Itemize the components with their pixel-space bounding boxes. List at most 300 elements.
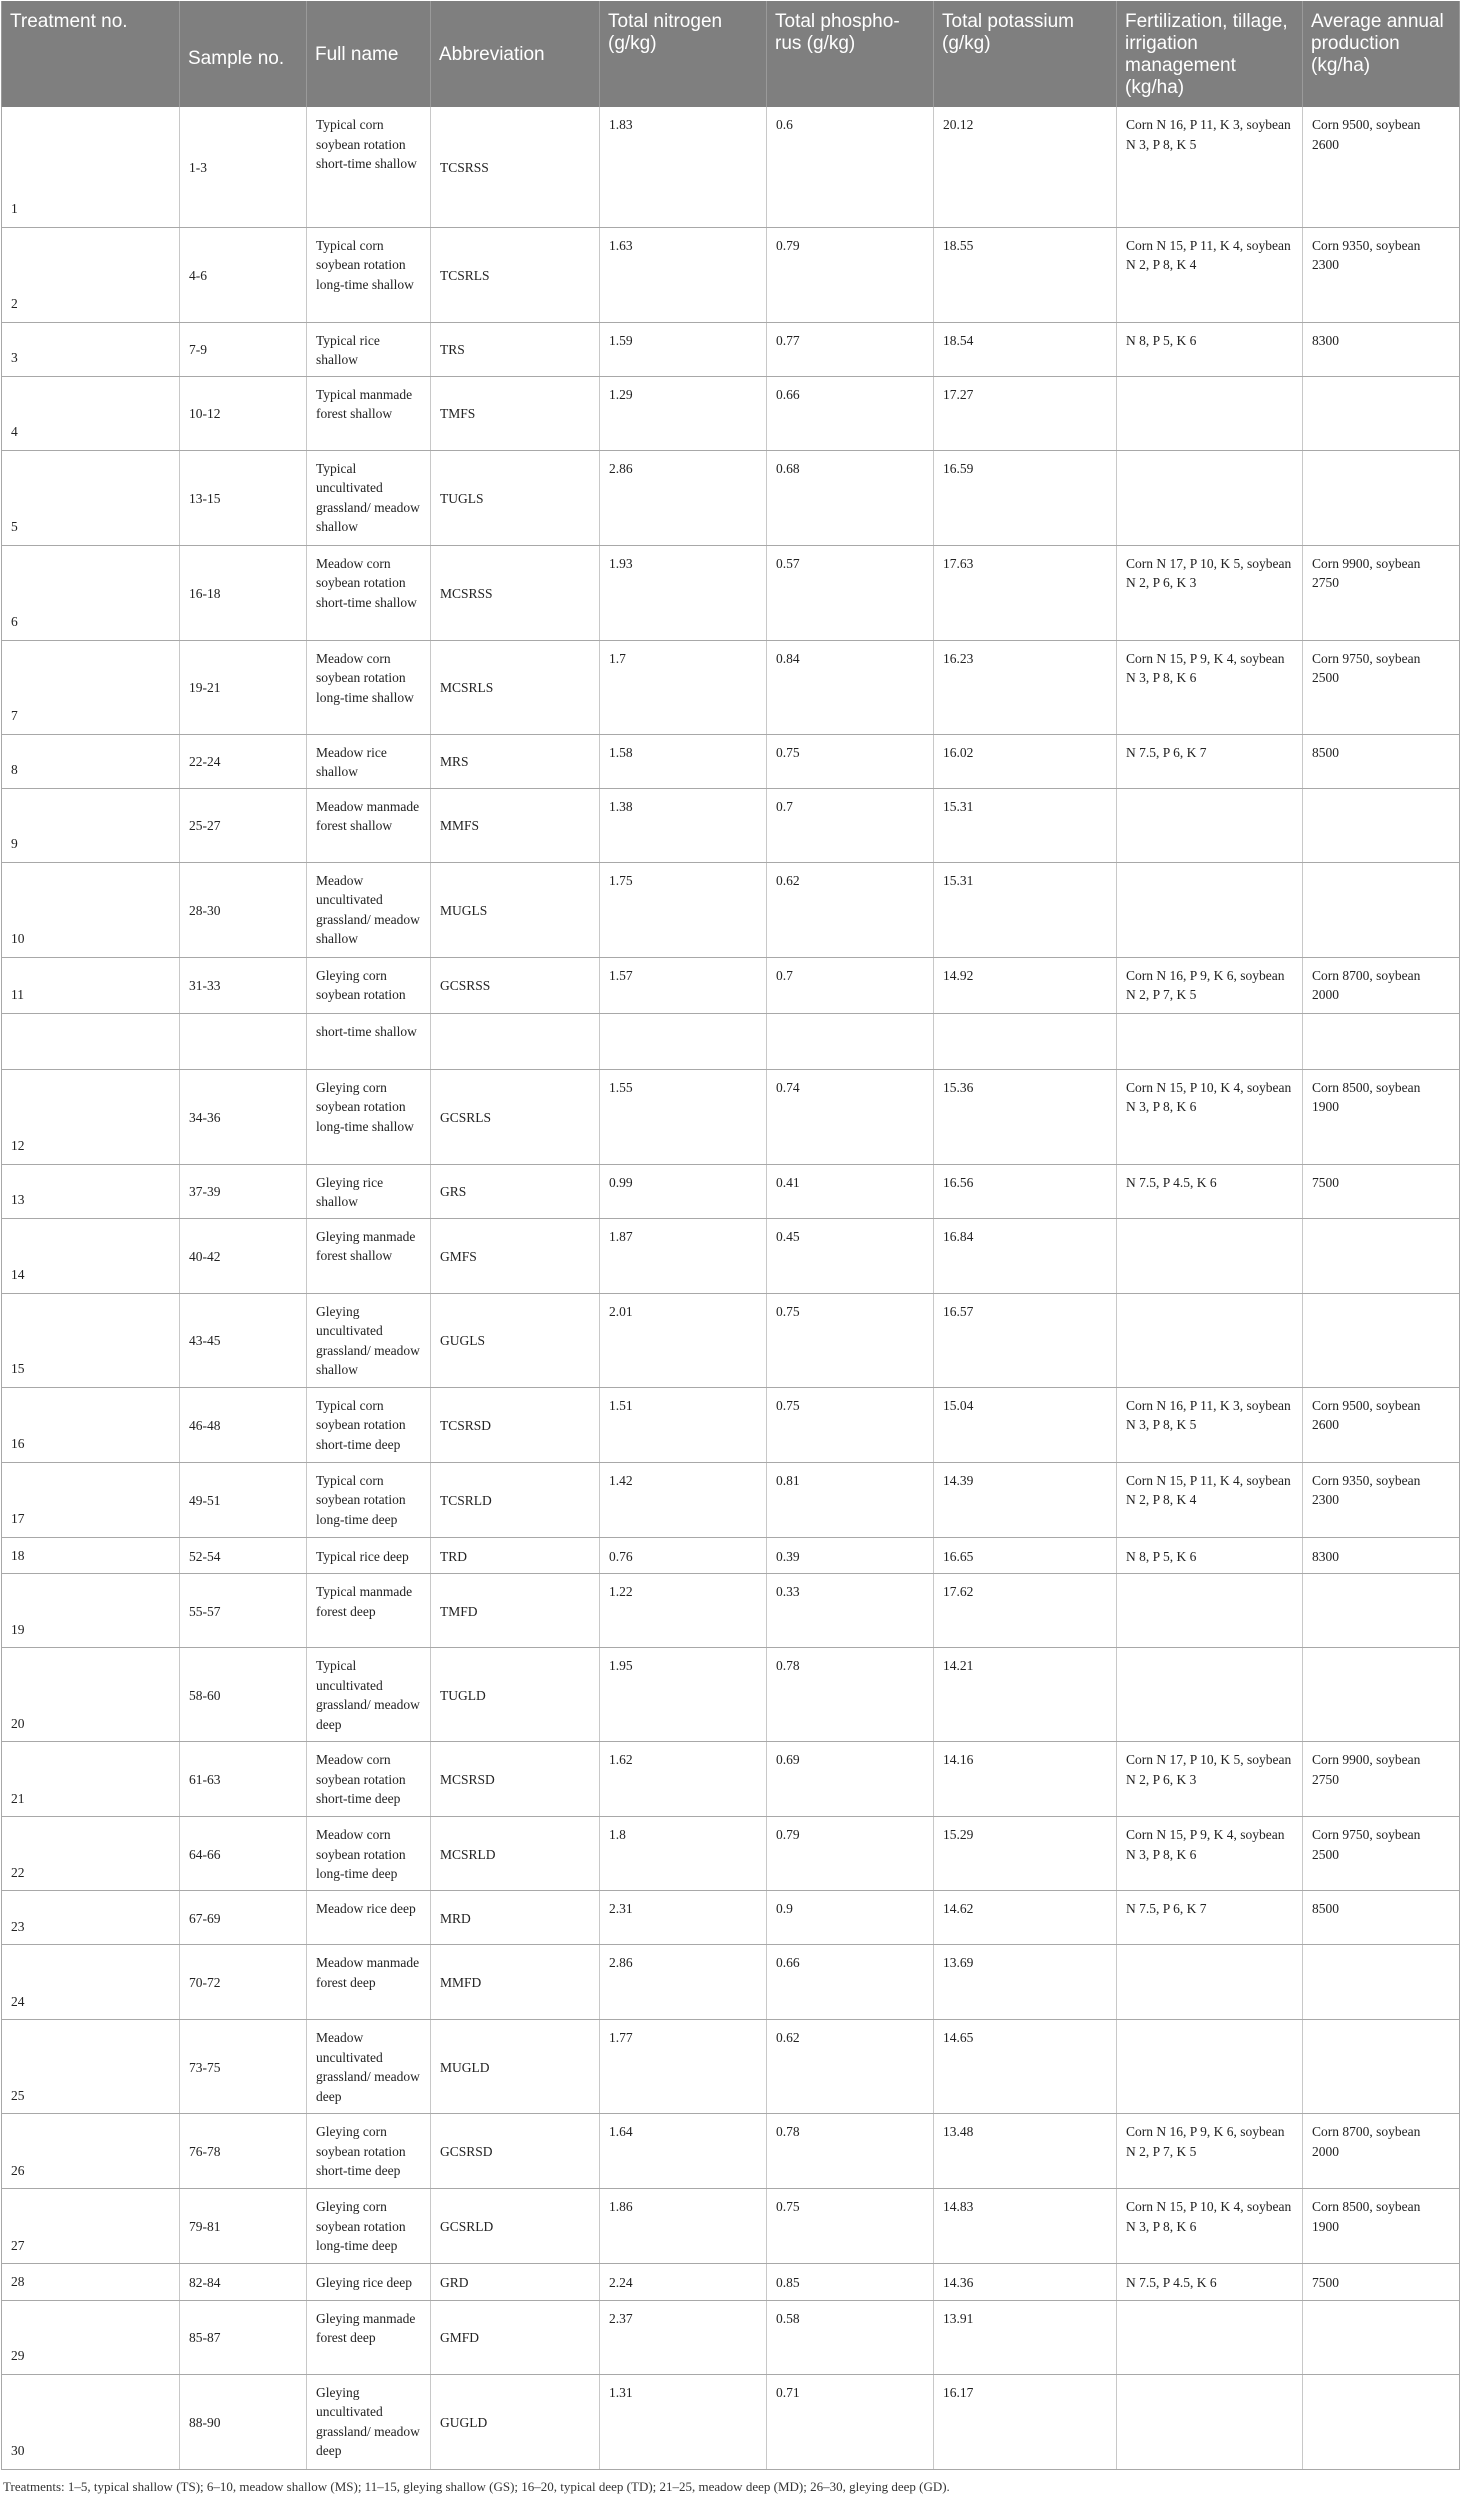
cell-treatment-no: 7 [2, 640, 180, 734]
cell-sample-no: 19-21 [180, 640, 307, 734]
table-row [2, 322, 1460, 376]
cell-sample-no: 88-90 [180, 2374, 307, 2469]
cell-abbreviation: MUGLD [431, 2020, 600, 2114]
cell-total-nitrogen: 1.29 [600, 376, 767, 450]
cell-production [1303, 1574, 1460, 1648]
cell-abbreviation: GMFD [431, 2300, 600, 2374]
cell-full-name: Gleying manmade forest shallow [307, 1218, 431, 1293]
cell-full-name: Typical corn soybean rotation long-time deep [307, 1462, 431, 1537]
cell-abbreviation: MUGLS [431, 862, 600, 957]
cell-abbreviation: TCSRLS [431, 227, 600, 322]
cell-total-phosphorus [767, 1013, 934, 1069]
cell-treatment-no: 2 [2, 227, 180, 322]
cell-treatment-no: 29 [2, 2300, 180, 2374]
cell-full-name: Typical corn soybean rotation long-time shallow [307, 227, 431, 322]
cell-total-potassium: 16.59 [934, 450, 1117, 545]
cell-total-phosphorus: 0.6 [767, 107, 934, 227]
cell-total-nitrogen: 2.86 [600, 1945, 767, 2020]
cell-sample-no: 34-36 [180, 1069, 307, 1164]
table-row [2, 1742, 1460, 1817]
table-row [2, 2264, 1460, 2301]
cell-total-nitrogen: 1.7 [600, 640, 767, 734]
cell-total-potassium: 14.65 [934, 2020, 1117, 2114]
table-row [2, 1648, 1460, 1742]
cell-fertilization: N 7.5, P 4.5, K 6 [1117, 1164, 1303, 1218]
cell-treatment-no: 24 [2, 1945, 180, 2020]
cell-full-name: Meadow corn soybean rotation long-time shallow [307, 640, 431, 734]
cell-production: Corn 9900, soybean 2750 [1303, 1742, 1460, 1817]
cell-fertilization [1117, 1013, 1303, 1069]
cell-production [1303, 1648, 1460, 1742]
cell-sample-no: 73-75 [180, 2020, 307, 2114]
cell-sample-no: 85-87 [180, 2300, 307, 2374]
header-total-nitrogen: Total nitrogen (g/kg) [600, 1, 767, 107]
cell-treatment-no: 25 [2, 2020, 180, 2114]
cell-fertilization: Corn N 15, P 9, K 4, soybean N 3, P 8, K 6 [1117, 1817, 1303, 1891]
cell-treatment-no: 10 [2, 862, 180, 957]
cell-total-potassium: 14.62 [934, 1891, 1117, 1945]
cell-total-potassium: 20.12 [934, 107, 1117, 227]
cell-total-nitrogen: 1.64 [600, 2114, 767, 2189]
cell-fertilization: Corn N 16, P 9, K 6, soybean N 2, P 7, K 5 [1117, 957, 1303, 1013]
cell-total-phosphorus: 0.75 [767, 2189, 934, 2264]
cell-total-phosphorus: 0.85 [767, 2264, 934, 2301]
table-row [2, 1462, 1460, 1537]
cell-full-name: Gleying corn soybean rotation short-time deep [307, 2114, 431, 2189]
cell-total-nitrogen: 1.22 [600, 1574, 767, 1648]
cell-total-phosphorus: 0.78 [767, 1648, 934, 1742]
table-row [2, 1293, 1460, 1387]
cell-total-potassium: 14.16 [934, 1742, 1117, 1817]
cell-treatment-no: 9 [2, 788, 180, 862]
cell-total-potassium: 15.04 [934, 1387, 1117, 1462]
cell-total-potassium [934, 1013, 1117, 1069]
cell-abbreviation: TCSRSS [431, 107, 600, 227]
cell-fertilization [1117, 1574, 1303, 1648]
cell-treatment-no: 18 [2, 1537, 180, 1574]
cell-full-name: short-time shallow [307, 1013, 431, 1069]
cell-abbreviation: MCSRSD [431, 1742, 600, 1817]
cell-full-name: Typical uncultivated grassland/ meadow deep [307, 1648, 431, 1742]
table-row [2, 862, 1460, 957]
cell-fertilization [1117, 1945, 1303, 2020]
cell-total-nitrogen: 1.95 [600, 1648, 767, 1742]
cell-total-phosphorus: 0.66 [767, 1945, 934, 2020]
cell-total-potassium: 16.17 [934, 2374, 1117, 2469]
cell-total-potassium: 16.84 [934, 1218, 1117, 1293]
cell-total-phosphorus: 0.57 [767, 545, 934, 640]
cell-treatment-no: 19 [2, 1574, 180, 1648]
cell-total-potassium: 17.27 [934, 376, 1117, 450]
cell-total-potassium: 14.21 [934, 1648, 1117, 1742]
cell-total-nitrogen: 1.8 [600, 1817, 767, 1891]
cell-full-name: Gleying uncultivated grassland/ meadow deep [307, 2374, 431, 2469]
cell-fertilization: Corn N 15, P 9, K 4, soybean N 3, P 8, K 6 [1117, 640, 1303, 734]
cell-abbreviation: MCSRLS [431, 640, 600, 734]
cell-treatment-no: 13 [2, 1164, 180, 1218]
cell-full-name: Typical uncultivated grassland/ meadow shallow [307, 450, 431, 545]
cell-total-nitrogen: 2.01 [600, 1293, 767, 1387]
cell-treatment-no: 22 [2, 1817, 180, 1891]
cell-full-name: Meadow uncultivated grassland/ meadow shallow [307, 862, 431, 957]
cell-abbreviation: TRD [431, 1537, 600, 1574]
cell-sample-no: 52-54 [180, 1537, 307, 1574]
cell-treatment-no: 16 [2, 1387, 180, 1462]
cell-total-nitrogen: 1.58 [600, 734, 767, 788]
cell-production [1303, 1218, 1460, 1293]
cell-total-phosphorus: 0.79 [767, 227, 934, 322]
cell-production [1303, 862, 1460, 957]
cell-total-nitrogen: 1.63 [600, 227, 767, 322]
cell-production: 7500 [1303, 1164, 1460, 1218]
cell-total-nitrogen: 1.86 [600, 2189, 767, 2264]
cell-abbreviation: TUGLS [431, 450, 600, 545]
cell-abbreviation: GUGLS [431, 1293, 600, 1387]
cell-abbreviation: GCSRLS [431, 1069, 600, 1164]
cell-full-name: Meadow rice shallow [307, 734, 431, 788]
cell-full-name: Typical rice deep [307, 1537, 431, 1574]
cell-treatment-no: 30 [2, 2374, 180, 2469]
cell-abbreviation: GRD [431, 2264, 600, 2301]
table-row [2, 734, 1460, 788]
cell-full-name: Gleying uncultivated grassland/ meadow shallow [307, 1293, 431, 1387]
cell-fertilization: N 7.5, P 6, K 7 [1117, 1891, 1303, 1945]
cell-sample-no: 64-66 [180, 1817, 307, 1891]
cell-production [1303, 2374, 1460, 2469]
cell-total-nitrogen: 1.31 [600, 2374, 767, 2469]
cell-total-potassium: 17.63 [934, 545, 1117, 640]
cell-total-phosphorus: 0.33 [767, 1574, 934, 1648]
cell-total-phosphorus: 0.75 [767, 1293, 934, 1387]
cell-total-nitrogen: 1.83 [600, 107, 767, 227]
cell-fertilization [1117, 1648, 1303, 1742]
cell-treatment-no: 14 [2, 1218, 180, 1293]
cell-full-name: Gleying rice deep [307, 2264, 431, 2301]
cell-full-name: Typical manmade forest shallow [307, 376, 431, 450]
cell-abbreviation: MCSRLD [431, 1817, 600, 1891]
cell-production: 8500 [1303, 1891, 1460, 1945]
cell-total-nitrogen: 1.87 [600, 1218, 767, 1293]
cell-production: Corn 8500, soybean 1900 [1303, 2189, 1460, 2264]
cell-full-name: Gleying corn soybean rotation [307, 957, 431, 1013]
cell-total-potassium: 13.69 [934, 1945, 1117, 2020]
table-row [2, 2020, 1460, 2114]
cell-total-nitrogen: 1.77 [600, 2020, 767, 2114]
cell-total-potassium: 18.54 [934, 322, 1117, 376]
cell-sample-no: 49-51 [180, 1462, 307, 1537]
cell-treatment-no: 20 [2, 1648, 180, 1742]
cell-total-nitrogen [600, 1013, 767, 1069]
cell-total-potassium: 15.31 [934, 862, 1117, 957]
cell-production: 8500 [1303, 734, 1460, 788]
cell-fertilization: N 8, P 5, K 6 [1117, 322, 1303, 376]
cell-sample-no: 31-33 [180, 957, 307, 1013]
cell-total-nitrogen: 2.31 [600, 1891, 767, 1945]
cell-fertilization [1117, 1293, 1303, 1387]
cell-total-phosphorus: 0.78 [767, 2114, 934, 2189]
cell-full-name: Gleying manmade forest deep [307, 2300, 431, 2374]
cell-total-phosphorus: 0.79 [767, 1817, 934, 1891]
cell-abbreviation: MMFD [431, 1945, 600, 2020]
cell-production: Corn 9350, soybean 2300 [1303, 1462, 1460, 1537]
cell-total-phosphorus: 0.41 [767, 1164, 934, 1218]
cell-fertilization: Corn N 16, P 11, K 3, soybean N 3, P 8, K 5 [1117, 107, 1303, 227]
cell-total-nitrogen: 0.76 [600, 1537, 767, 1574]
cell-full-name: Gleying corn soybean rotation long-time deep [307, 2189, 431, 2264]
cell-treatment-no: 12 [2, 1069, 180, 1164]
cell-total-phosphorus: 0.69 [767, 1742, 934, 1817]
header-production: Average annual production (kg/ha) [1303, 1, 1460, 107]
cell-treatment-no: 3 [2, 322, 180, 376]
cell-fertilization [1117, 376, 1303, 450]
cell-treatment-no: 26 [2, 2114, 180, 2189]
cell-total-phosphorus: 0.81 [767, 1462, 934, 1537]
cell-total-phosphorus: 0.7 [767, 957, 934, 1013]
cell-total-potassium: 15.36 [934, 1069, 1117, 1164]
table-row [2, 1387, 1460, 1462]
cell-sample-no: 58-60 [180, 1648, 307, 1742]
cell-full-name: Gleying rice shallow [307, 1164, 431, 1218]
header-total-potassium: Total potassium (g/kg) [934, 1, 1117, 107]
cell-total-nitrogen: 0.99 [600, 1164, 767, 1218]
cell-abbreviation: GRS [431, 1164, 600, 1218]
cell-treatment-no [2, 1013, 180, 1069]
cell-sample-no: 67-69 [180, 1891, 307, 1945]
cell-sample-no: 82-84 [180, 2264, 307, 2301]
cell-treatment-no: 28 [2, 2264, 180, 2301]
header-row [2, 1, 1460, 107]
cell-production: Corn 9750, soybean 2500 [1303, 640, 1460, 734]
cell-production [1303, 450, 1460, 545]
cell-treatment-no: 8 [2, 734, 180, 788]
cell-sample-no: 25-27 [180, 788, 307, 862]
cell-abbreviation: GMFS [431, 1218, 600, 1293]
table-row [2, 788, 1460, 862]
cell-sample-no: 55-57 [180, 1574, 307, 1648]
cell-fertilization: Corn N 16, P 11, K 3, soybean N 3, P 8, K 5 [1117, 1387, 1303, 1462]
cell-abbreviation: MRS [431, 734, 600, 788]
cell-production: 8300 [1303, 1537, 1460, 1574]
cell-sample-no: 43-45 [180, 1293, 307, 1387]
cell-sample-no: 22-24 [180, 734, 307, 788]
table-row [2, 450, 1460, 545]
cell-sample-no: 4-6 [180, 227, 307, 322]
cell-treatment-no: 15 [2, 1293, 180, 1387]
cell-production: Corn 8500, soybean 1900 [1303, 1069, 1460, 1164]
cell-fertilization: Corn N 16, P 9, K 6, soybean N 2, P 7, K 5 [1117, 2114, 1303, 2189]
cell-total-potassium: 14.39 [934, 1462, 1117, 1537]
cell-full-name: Meadow corn soybean rotation long-time deep [307, 1817, 431, 1891]
cell-treatment-no: 11 [2, 957, 180, 1013]
cell-total-phosphorus: 0.62 [767, 862, 934, 957]
cell-production [1303, 1293, 1460, 1387]
cell-abbreviation: MCSRSS [431, 545, 600, 640]
table-row [2, 2300, 1460, 2374]
cell-total-phosphorus: 0.62 [767, 2020, 934, 2114]
cell-total-potassium: 14.92 [934, 957, 1117, 1013]
cell-fertilization [1117, 862, 1303, 957]
table-row [2, 640, 1460, 734]
cell-treatment-no: 27 [2, 2189, 180, 2264]
cell-total-phosphorus: 0.9 [767, 1891, 934, 1945]
table-row [2, 227, 1460, 322]
header-full-name: Full name [307, 1, 431, 107]
cell-total-nitrogen: 2.37 [600, 2300, 767, 2374]
cell-total-nitrogen: 1.57 [600, 957, 767, 1013]
cell-total-nitrogen: 2.86 [600, 450, 767, 545]
table-row [2, 2189, 1460, 2264]
cell-total-nitrogen: 1.59 [600, 322, 767, 376]
cell-production: Corn 9750, soybean 2500 [1303, 1817, 1460, 1891]
table-row [2, 1574, 1460, 1648]
cell-fertilization [1117, 2300, 1303, 2374]
table-row [2, 1817, 1460, 1891]
table-wrapper [1, 1, 1459, 2496]
cell-abbreviation: TCSRSD [431, 1387, 600, 1462]
cell-total-phosphorus: 0.39 [767, 1537, 934, 1574]
cell-total-potassium: 16.57 [934, 1293, 1117, 1387]
cell-abbreviation: TMFS [431, 376, 600, 450]
cell-total-nitrogen: 1.62 [600, 1742, 767, 1817]
cell-total-potassium: 16.65 [934, 1537, 1117, 1574]
cell-fertilization [1117, 2374, 1303, 2469]
cell-total-phosphorus: 0.66 [767, 376, 934, 450]
header-total-phosphorus: Total phospho-rus (g/kg) [767, 1, 934, 107]
cell-abbreviation: GCSRSD [431, 2114, 600, 2189]
cell-fertilization [1117, 788, 1303, 862]
header-treatment-no: Treatment no. [2, 1, 180, 107]
cell-total-nitrogen: 1.55 [600, 1069, 767, 1164]
cell-sample-no: 46-48 [180, 1387, 307, 1462]
cell-total-phosphorus: 0.45 [767, 1218, 934, 1293]
cell-fertilization: Corn N 15, P 10, K 4, soybean N 3, P 8, K 6 [1117, 2189, 1303, 2264]
table-footnote: Treatments: 1–5, typical shallow (TS); 6–10, meadow shallow (MS); 11–15, gleying shallow (GS); 16–20, typical deep (TD); 21–25, meadow deep (MD); 26–30, gleying deep (GD). [3, 2478, 950, 2494]
cell-sample-no: 70-72 [180, 1945, 307, 2020]
cell-total-phosphorus: 0.84 [767, 640, 934, 734]
cell-full-name: Gleying corn soybean rotation long-time shallow [307, 1069, 431, 1164]
cell-production: Corn 9500, soybean 2600 [1303, 1387, 1460, 1462]
cell-total-phosphorus: 0.74 [767, 1069, 934, 1164]
cell-total-phosphorus: 0.77 [767, 322, 934, 376]
cell-total-nitrogen: 1.38 [600, 788, 767, 862]
cell-sample-no: 61-63 [180, 1742, 307, 1817]
cell-total-phosphorus: 0.58 [767, 2300, 934, 2374]
table-row [2, 545, 1460, 640]
cell-abbreviation: MRD [431, 1891, 600, 1945]
cell-treatment-no: 23 [2, 1891, 180, 1945]
cell-production: Corn 8700, soybean 2000 [1303, 957, 1460, 1013]
cell-sample-no [180, 1013, 307, 1069]
cell-total-phosphorus: 0.68 [767, 450, 934, 545]
cell-full-name: Meadow manmade forest deep [307, 1945, 431, 2020]
cell-total-phosphorus: 0.7 [767, 788, 934, 862]
cell-fertilization: N 8, P 5, K 6 [1117, 1537, 1303, 1574]
cell-sample-no: 13-15 [180, 450, 307, 545]
cell-full-name: Typical rice shallow [307, 322, 431, 376]
cell-abbreviation: GUGLD [431, 2374, 600, 2469]
cell-abbreviation: GCSRLD [431, 2189, 600, 2264]
cell-fertilization: Corn N 15, P 10, K 4, soybean N 3, P 8, K 6 [1117, 1069, 1303, 1164]
cell-production [1303, 788, 1460, 862]
cell-full-name: Meadow uncultivated grassland/ meadow deep [307, 2020, 431, 2114]
cell-full-name: Typical manmade forest deep [307, 1574, 431, 1648]
header-fertilization: Fertilization, tillage, irrigation management (kg/ha) [1117, 1, 1303, 107]
cell-production: 7500 [1303, 2264, 1460, 2301]
cell-total-phosphorus: 0.75 [767, 734, 934, 788]
table-body [2, 107, 1460, 2469]
cell-abbreviation [431, 1013, 600, 1069]
cell-sample-no: 40-42 [180, 1218, 307, 1293]
cell-full-name: Meadow corn soybean rotation short-time shallow [307, 545, 431, 640]
cell-full-name: Meadow manmade forest shallow [307, 788, 431, 862]
cell-fertilization: N 7.5, P 4.5, K 6 [1117, 2264, 1303, 2301]
cell-fertilization: Corn N 15, P 11, K 4, soybean N 2, P 8, K 4 [1117, 1462, 1303, 1537]
cell-production: Corn 9500, soybean 2600 [1303, 107, 1460, 227]
cell-treatment-no: 4 [2, 376, 180, 450]
table-row [2, 1945, 1460, 2020]
cell-abbreviation: GCSRSS [431, 957, 600, 1013]
table-row [2, 1069, 1460, 1164]
cell-fertilization: N 7.5, P 6, K 7 [1117, 734, 1303, 788]
table-row [2, 957, 1460, 1013]
cell-total-potassium: 16.02 [934, 734, 1117, 788]
cell-sample-no: 79-81 [180, 2189, 307, 2264]
cell-total-nitrogen: 1.75 [600, 862, 767, 957]
soil-treatment-table [1, 1, 1460, 2470]
cell-production [1303, 2020, 1460, 2114]
cell-treatment-no: 5 [2, 450, 180, 545]
cell-fertilization [1117, 450, 1303, 545]
cell-full-name: Meadow rice deep [307, 1891, 431, 1945]
cell-production: 8300 [1303, 322, 1460, 376]
cell-total-potassium: 16.23 [934, 640, 1117, 734]
cell-abbreviation: TMFD [431, 1574, 600, 1648]
cell-full-name: Typical corn soybean rotation short-time deep [307, 1387, 431, 1462]
cell-total-potassium: 13.48 [934, 2114, 1117, 2189]
cell-treatment-no: 1 [2, 107, 180, 227]
cell-abbreviation: MMFS [431, 788, 600, 862]
cell-total-nitrogen: 1.51 [600, 1387, 767, 1462]
cell-sample-no: 7-9 [180, 322, 307, 376]
table-row [2, 107, 1460, 227]
cell-production: Corn 8700, soybean 2000 [1303, 2114, 1460, 2189]
table-row [2, 376, 1460, 450]
table-row [2, 1164, 1460, 1218]
cell-total-potassium: 16.56 [934, 1164, 1117, 1218]
cell-production [1303, 1013, 1460, 1069]
cell-total-nitrogen: 1.93 [600, 545, 767, 640]
cell-total-potassium: 15.29 [934, 1817, 1117, 1891]
header-sample-no: Sample no. [180, 1, 307, 107]
cell-abbreviation: TUGLD [431, 1648, 600, 1742]
cell-treatment-no: 17 [2, 1462, 180, 1537]
cell-total-nitrogen: 1.42 [600, 1462, 767, 1537]
cell-full-name: Typical corn soybean rotation short-time shallow [307, 107, 431, 227]
cell-sample-no: 10-12 [180, 376, 307, 450]
header-abbreviation: Abbreviation [431, 1, 600, 107]
cell-sample-no: 28-30 [180, 862, 307, 957]
cell-sample-no: 37-39 [180, 1164, 307, 1218]
cell-treatment-no: 21 [2, 1742, 180, 1817]
table-row [2, 2374, 1460, 2469]
cell-fertilization: Corn N 17, P 10, K 5, soybean N 2, P 6, K 3 [1117, 545, 1303, 640]
cell-production [1303, 1945, 1460, 2020]
cell-fertilization [1117, 2020, 1303, 2114]
cell-abbreviation: TCSRLD [431, 1462, 600, 1537]
cell-total-potassium: 18.55 [934, 227, 1117, 322]
cell-fertilization [1117, 1218, 1303, 1293]
cell-sample-no: 76-78 [180, 2114, 307, 2189]
